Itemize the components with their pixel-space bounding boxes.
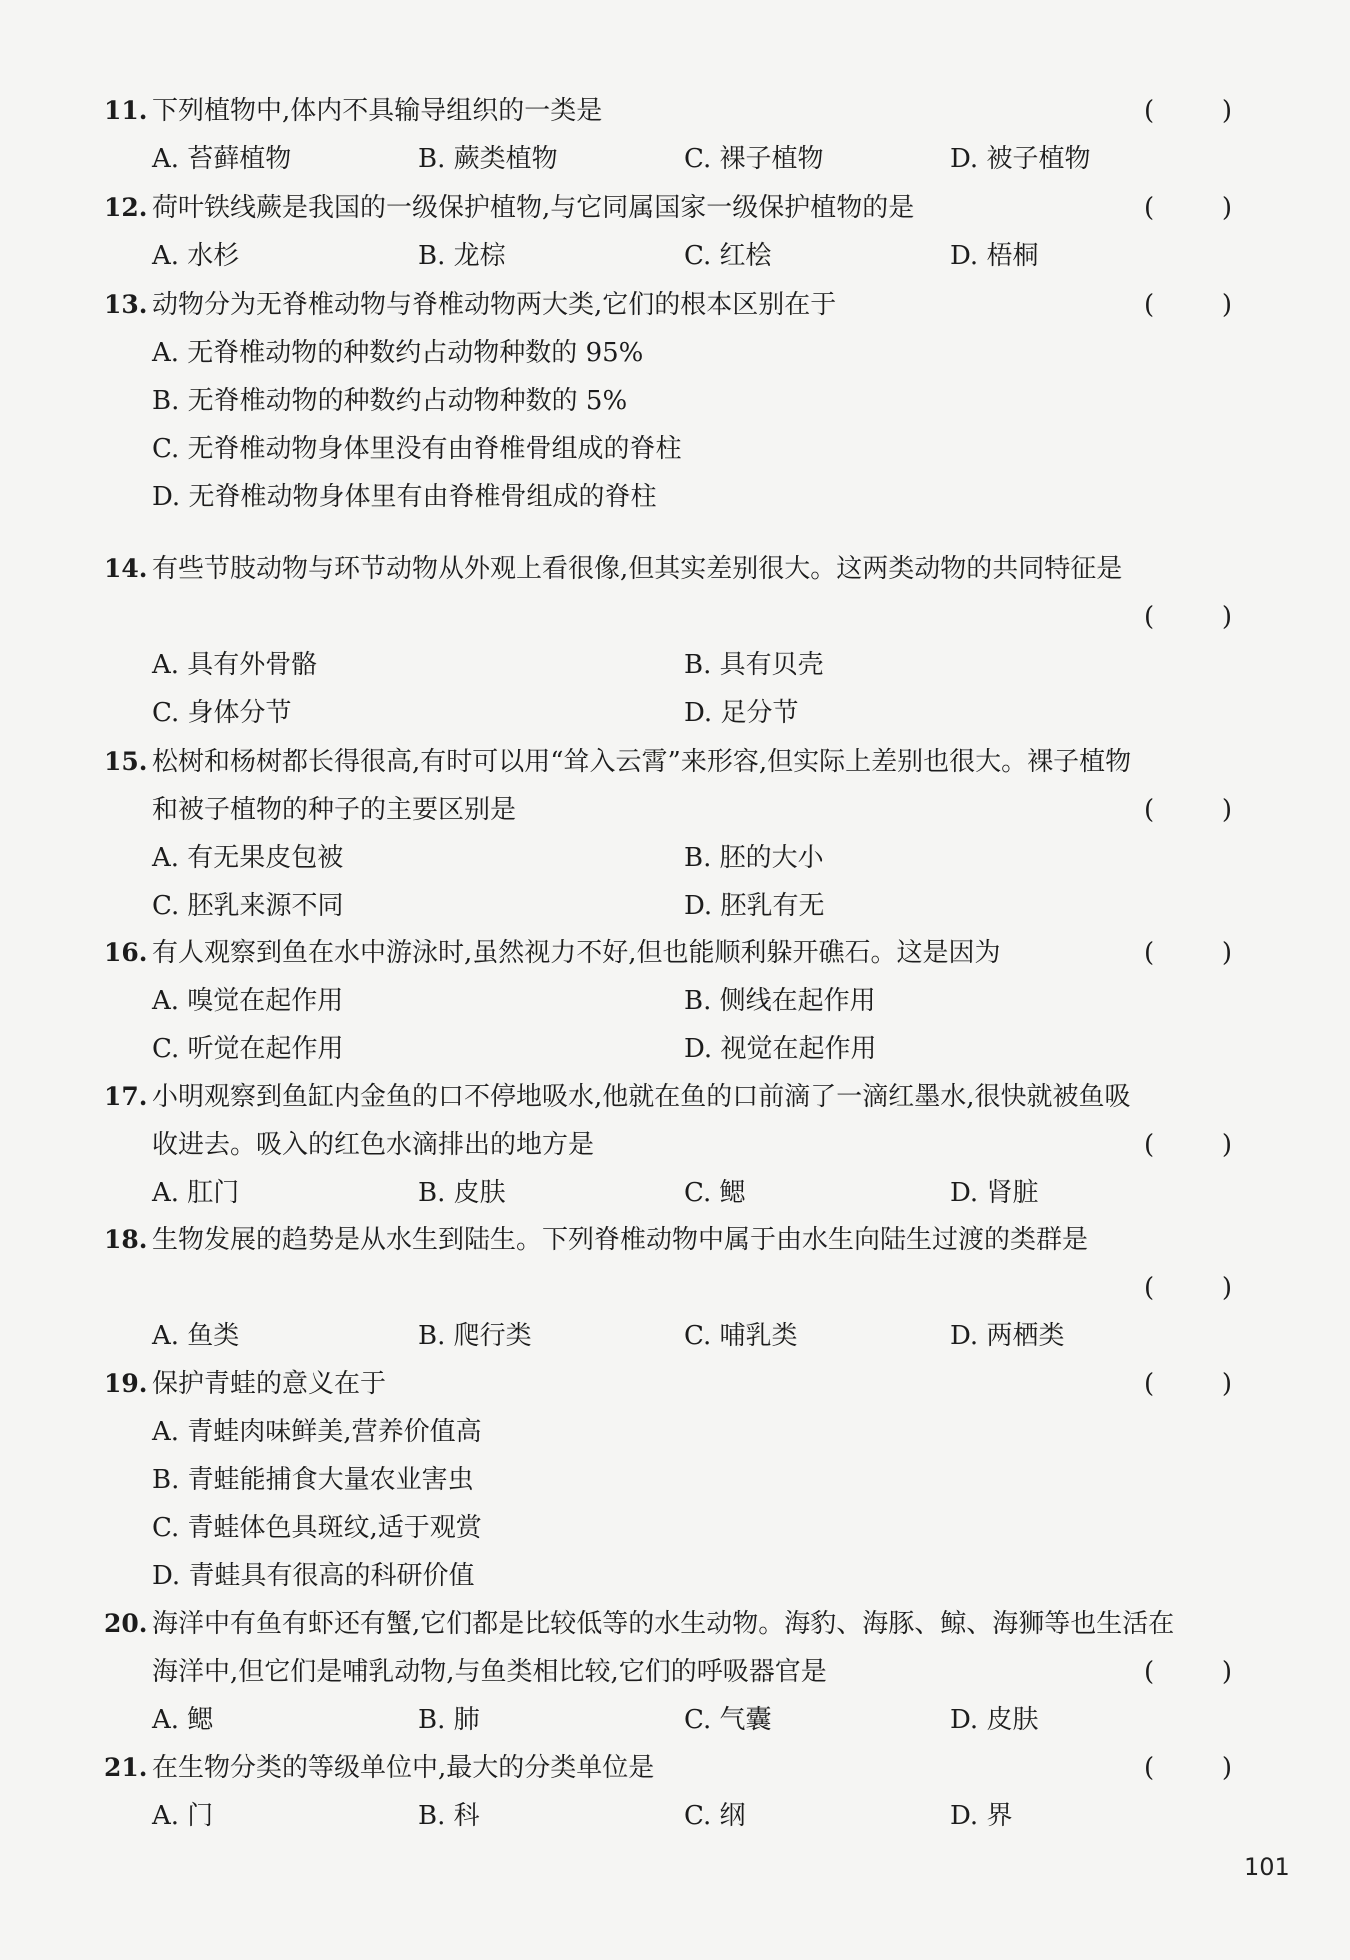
option-b: B. 龙棕 (418, 241, 506, 271)
option-c: C. 听觉在起作用 (152, 1034, 344, 1064)
question-number: 21. (104, 1753, 148, 1782)
option-a: A. 有无果皮包被 (152, 843, 344, 873)
option-d: D. 肾脏 (950, 1178, 1039, 1208)
option-c: C. 无脊椎动物身体里没有由脊椎骨组成的脊柱 (152, 434, 682, 464)
question-18: 18. 生物发展的趋势是从水生到陆生。下列脊椎动物中属于由水生向陆生过渡的类群是 ( ) A. 鱼类 B. 爬行类 C. 哺乳类 D. 两栖类 (104, 1216, 1234, 1360)
option-c: C. 红桧 (684, 241, 772, 271)
option-b: B. 侧线在起作用 (684, 986, 876, 1016)
option-d: D. 梧桐 (950, 241, 1039, 271)
question-number: 18. (104, 1225, 148, 1254)
question-number: 19. (104, 1369, 148, 1398)
option-d: D. 视觉在起作用 (684, 1034, 877, 1064)
option-b: B. 肺 (418, 1705, 480, 1735)
option-a: A. 青蛙肉味鲜美,营养价值高 (152, 1417, 482, 1447)
option-c: C. 胚乳来源不同 (152, 891, 344, 921)
question-number: 17. (104, 1082, 148, 1111)
question-16: 16. 有人观察到鱼在水中游泳时,虽然视力不好,但也能顺利躲开礁石。这是因为 ( ) A. 嗅觉在起作用 B. 侧线在起作用 C. 听觉在起作用 D. 视觉在起作用 (104, 929, 1234, 1073)
question-stem: 动物分为无脊椎动物与脊椎动物两大类,它们的根本区别在于 (152, 290, 837, 320)
question-number: 16. (104, 938, 148, 967)
question-number: 20. (104, 1609, 148, 1638)
question-17: 17. 小明观察到鱼缸内金鱼的口不停地吸水,他就在鱼的口前滴了一滴红墨水,很快就被鱼吸 收进去。吸入的红色水滴排出的地方是 ( ) A. 肛门 B. 皮肤 C. 鳃 D. 肾脏 (104, 1073, 1234, 1217)
option-c: C. 气囊 (684, 1705, 772, 1735)
option-c: C. 鳃 (684, 1178, 746, 1208)
option-d: D. 足分节 (684, 698, 799, 728)
question-stem: 海洋中有鱼有虾还有蟹,它们都是比较低等的水生动物。海豹、海豚、鲸、海狮等也生活在 (152, 1609, 1175, 1639)
option-d: D. 胚乳有无 (684, 891, 825, 921)
option-b: B. 皮肤 (418, 1178, 506, 1208)
option-a: A. 鳃 (152, 1705, 214, 1735)
question-stem: 生物发展的趋势是从水生到陆生。下列脊椎动物中属于由水生向陆生过渡的类群是 (152, 1225, 1089, 1255)
question-19: 19. 保护青蛙的意义在于 ( ) A. 青蛙肉味鲜美,营养价值高 B. 青蛙能捕食大量农业害虫 C. 青蛙体色具斑纹,适于观赏 D. 青蛙具有很高的科研价值 (104, 1360, 1234, 1600)
question-stem: 荷叶铁线蕨是我国的一级保护植物,与它同属国家一级保护植物的是 (152, 193, 915, 223)
option-c: C. 裸子植物 (684, 144, 824, 174)
question-12: 12. 荷叶铁线蕨是我国的一级保护植物,与它同属国家一级保护植物的是 ( ) A. 水杉 B. 龙棕 C. 红桧 D. 梧桐 (104, 184, 1234, 280)
option-d: D. 青蛙具有很高的科研价值 (152, 1561, 475, 1591)
option-a: A. 鱼类 (152, 1321, 240, 1351)
option-a: A. 肛门 (152, 1178, 240, 1208)
option-a: A. 苔藓植物 (152, 144, 292, 174)
question-stem-continued: 收进去。吸入的红色水滴排出的地方是 (152, 1130, 595, 1160)
question-20: 20. 海洋中有鱼有虾还有蟹,它们都是比较低等的水生动物。海豹、海豚、鲸、海狮等也生活在 海洋中,但它们是哺乳动物,与鱼类相比较,它们的呼吸器官是 ( ) A. 鳃 B. 肺 C. 气囊 D. 皮肤 (104, 1600, 1234, 1744)
option-c: C. 青蛙体色具斑纹,适于观赏 (152, 1513, 482, 1543)
option-d: D. 界 (950, 1801, 1013, 1831)
question-stem: 松树和杨树都长得很高,有时可以用“耸入云霄”来形容,但实际上差别也很大。裸子植物 (152, 747, 1132, 777)
question-11: 11. 下列植物中,体内不具输导组织的一类是 ( ) A. 苔藓植物 B. 蕨类植物 C. 裸子植物 D. 被子植物 (104, 87, 1234, 183)
option-c: C. 身体分节 (152, 698, 292, 728)
option-b: B. 具有贝壳 (684, 650, 824, 680)
option-b: B. 青蛙能捕食大量农业害虫 (152, 1465, 474, 1495)
question-number: 11. (104, 96, 148, 125)
question-number: 13. (104, 290, 148, 319)
option-a: A. 无脊椎动物的种数约占动物种数的 95% (152, 338, 644, 368)
option-a: A. 具有外骨骼 (152, 650, 318, 680)
question-stem-continued: 海洋中,但它们是哺乳动物,与鱼类相比较,它们的呼吸器官是 (152, 1657, 827, 1687)
option-c: C. 哺乳类 (684, 1321, 798, 1351)
question-14: 14. 有些节肢动物与环节动物从外观上看很像,但其实差别很大。这两类动物的共同特征是 ( ) A. 具有外骨骼 B. 具有贝壳 C. 身体分节 D. 足分节 (104, 545, 1234, 737)
question-number: 14. (104, 554, 148, 583)
question-number: 15. (104, 747, 148, 776)
question-stem: 小明观察到鱼缸内金鱼的口不停地吸水,他就在鱼的口前滴了一滴红墨水,很快就被鱼吸 (152, 1082, 1131, 1112)
option-a: A. 嗅觉在起作用 (152, 986, 344, 1016)
option-b: B. 蕨类植物 (418, 144, 558, 174)
option-b: B. 科 (418, 1801, 480, 1831)
option-d: D. 无脊椎动物身体里有由脊椎骨组成的脊柱 (152, 482, 657, 512)
option-d: D. 皮肤 (950, 1705, 1039, 1735)
question-13: 13. 动物分为无脊椎动物与脊椎动物两大类,它们的根本区别在于 ( ) A. 无脊椎动物的种数约占动物种数的 95% B. 无脊椎动物的种数约占动物种数的 5% C. 无脊椎动物身体里没有由脊椎骨组成的脊柱 D. 无脊椎动物身体里有由脊椎骨组成的脊柱 (104, 281, 1234, 521)
option-b: B. 胚的大小 (684, 843, 824, 873)
option-a: A. 门 (152, 1801, 214, 1831)
question-number: 12. (104, 193, 148, 222)
option-d: D. 被子植物 (950, 144, 1091, 174)
question-stem: 有些节肢动物与环节动物从外观上看很像,但其实差别很大。这两类动物的共同特征是 (152, 554, 1123, 584)
question-stem: 在生物分类的等级单位中,最大的分类单位是 (152, 1753, 655, 1783)
option-b: B. 无脊椎动物的种数约占动物种数的 5% (152, 386, 628, 416)
question-15: 15. 松树和杨树都长得很高,有时可以用“耸入云霄”来形容,但实际上差别也很大。裸子植物 和被子植物的种子的主要区别是 ( ) A. 有无果皮包被 B. 胚的大小 C. 胚乳来源不同 D. 胚乳有无 (104, 738, 1234, 930)
option-c: C. 纲 (684, 1801, 746, 1831)
question-21: 21. 在生物分类的等级单位中,最大的分类单位是 ( ) A. 门 B. 科 C. 纲 D. 界 (104, 1744, 1234, 1840)
question-stem: 保护青蛙的意义在于 (152, 1369, 387, 1399)
question-stem: 有人观察到鱼在水中游泳时,虽然视力不好,但也能顺利躲开礁石。这是因为 (152, 938, 1001, 968)
question-stem: 下列植物中,体内不具输导组织的一类是 (152, 96, 603, 126)
option-b: B. 爬行类 (418, 1321, 532, 1351)
option-a: A. 水杉 (152, 241, 240, 271)
question-stem-continued: 和被子植物的种子的主要区别是 (152, 795, 517, 825)
page-number: 101 (1244, 1853, 1290, 1881)
option-d: D. 两栖类 (950, 1321, 1065, 1351)
